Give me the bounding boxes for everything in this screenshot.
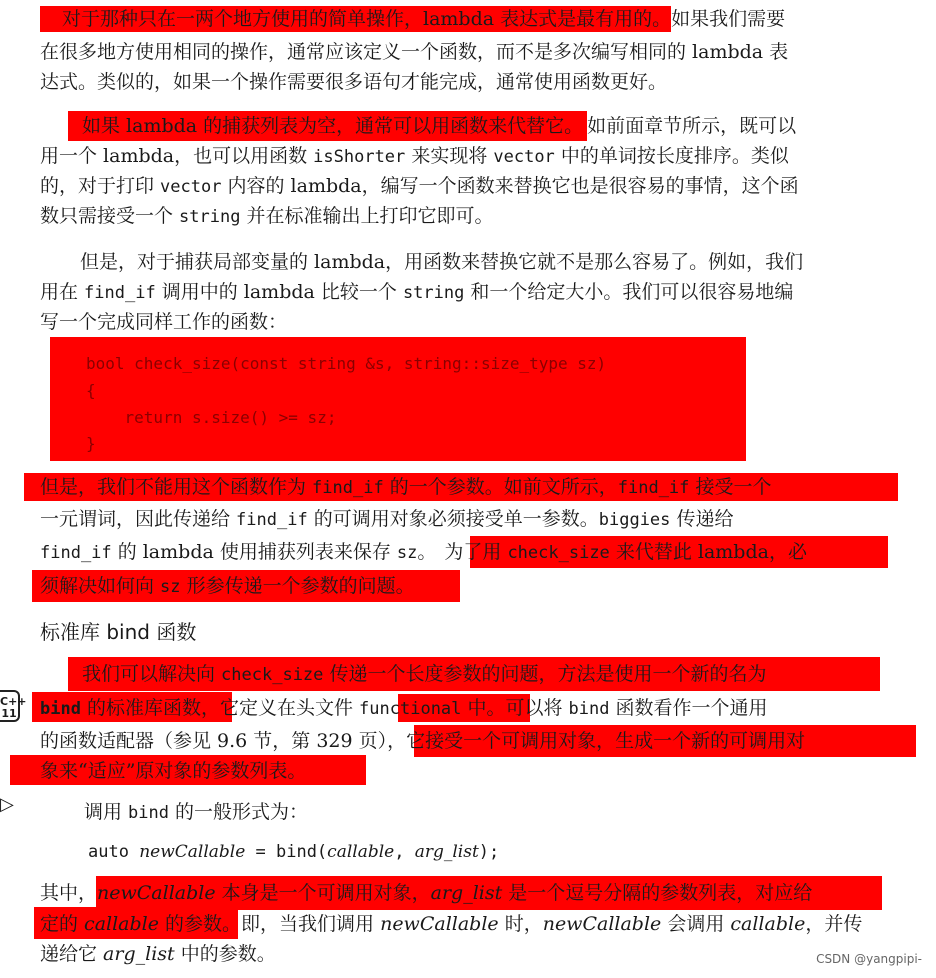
p7-line2: 定的 callable 的参数。即，当我们调用 newCallable 时，newCallable 会调用 callable，并传: [40, 913, 863, 935]
p5-line1: 我们可以解决向 check_size 传递一个长度参数的问题，方法是使用一个新的名为: [82, 663, 767, 685]
p5-line4: 象来“适应”原对象的参数列表。: [40, 760, 307, 782]
p1-highlight: 对于那种只在一两个地方使用的简单操作，lambda 表达式是最有用的。: [40, 6, 671, 32]
p1-line2: 在很多地方使用相同的操作，通常应该定义一个函数，而不是多次编写相同的 lambda 表: [40, 41, 789, 63]
p3-line1: 但是，对于捕获局部变量的 lambda，用函数来替换它就不是那么容易了。例如，我们: [80, 251, 804, 273]
p7-line1: 其中，newCallable 本身是一个可调用对象，arg_list 是一个逗号分隔的参数列表，对应给: [40, 882, 813, 904]
watermark: CSDN @yangpipi-: [816, 952, 922, 966]
p6-line1: 调用 bind 的一般形式为：: [84, 801, 309, 823]
p3-line3: 写一个完成同样工作的函数：: [40, 311, 288, 333]
p2-line1: 如果 lambda 的捕获列表为空，通常可以用函数来代替它。 如前面章节所示，既可以: [68, 112, 796, 140]
margin-arrow-icon: ▷: [0, 794, 14, 815]
cpp11-badge-icon: C++ 11: [0, 690, 20, 722]
p3-line2: 用在 find_if 调用中的 lambda 比较一个 string 和一个给定大小。我们可以很容易地编: [40, 281, 794, 303]
p1-line1: 对于那种只在一两个地方使用的简单操作，lambda 表达式是最有用的。如果我们需要: [40, 5, 785, 33]
p4-line2: 一元谓词，因此传递给 find_if 的可调用对象必须接受单一参数。biggies 传递给: [40, 508, 734, 530]
p2-line3: 的，对于打印 vector 内容的 lambda，编写一个函数来替换它也是很容易的事情，这个函: [40, 175, 799, 197]
p1-line3: 达式。类似的，如果一个操作需要很多语句才能完成，通常使用函数更好。: [40, 71, 668, 93]
bind-signature: auto newCallable = bind(callable, arg_list);: [88, 842, 500, 862]
p5-line2: bind 的标准库函数，它定义在头文件 functional 中。可以将 bind 函数看作一个通用: [40, 697, 768, 719]
p4-line3: find_if 的 lambda 使用捕获列表来保存 sz。 为了用 check_size 来代替此 lambda，必: [40, 541, 807, 563]
p7-line3: 递给它 arg_list 中的参数。: [40, 943, 276, 965]
section-heading: 标准库 bind 函数: [40, 620, 197, 644]
p5-line3: 的函数适配器（参见 9.6 节，第 329 页），它接受一个可调用对象，生成一个新的可调用对: [40, 730, 806, 752]
p2-line2: 用一个 lambda，也可以用函数 isShorter 来实现将 vector 中的单词按长度排序。类似: [40, 145, 789, 167]
code-line-4: }: [86, 434, 96, 453]
p2-highlight: 如果 lambda 的捕获列表为空，通常可以用函数来代替它。: [68, 111, 587, 141]
p4-line1: 但是，我们不能用这个函数作为 find_if 的一个参数。如前文所示，find_if 接受一个: [40, 476, 772, 498]
code-line-1: bool check_size(const string &s, string::size_type sz): [86, 354, 607, 373]
p2-line4: 数只需接受一个 string 并在标准输出上打印它即可。: [40, 205, 494, 227]
code-line-2: {: [86, 381, 96, 400]
p4-line4: 须解决如何向 sz 形参传递一个参数的问题。: [40, 575, 415, 597]
code-line-3: return s.size() >= sz;: [86, 408, 337, 427]
